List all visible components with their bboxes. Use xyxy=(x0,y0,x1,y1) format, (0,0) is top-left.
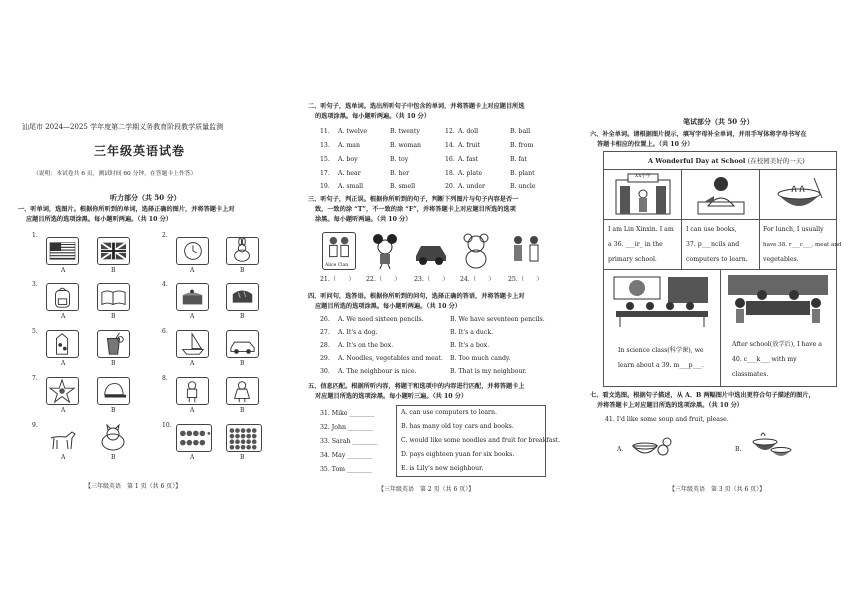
option-picture[interactable] xyxy=(176,424,212,452)
q3-heading-line2: 致，一致的涂 “T”，不一致的涂 “F”，并将答题卡上对应题目所选的选项 xyxy=(315,206,516,213)
q4-option-b[interactable]: B. It's a box. xyxy=(450,342,490,349)
option-b-label: B xyxy=(111,313,116,320)
option-picture[interactable] xyxy=(176,283,209,311)
q3-answer-24[interactable]: 24.（ ） xyxy=(460,276,495,283)
option-picture[interactable] xyxy=(97,237,130,265)
q7-heading-line1: 七、看文选图。根据句子描述，从 A、B 两幅图片中选出更符合句子描述的图片， xyxy=(590,392,815,399)
q10-number: 10. xyxy=(162,422,172,429)
q41-option-a-label: A. xyxy=(617,446,624,453)
q5-name[interactable]: 33. Sarah ________ xyxy=(320,438,378,445)
cell-1-line: primary school. xyxy=(608,256,657,263)
q2-option-a[interactable]: A. twelve xyxy=(338,128,367,135)
option-a-label: A xyxy=(61,267,66,274)
option-b-label: B xyxy=(111,267,116,274)
page-footer: 【三年级英语 第 3 页（共 6 页）】 xyxy=(669,486,766,493)
milk-icon xyxy=(47,331,78,357)
q2-option-b[interactable]: B. twenty xyxy=(390,128,420,135)
option-b-label: B xyxy=(240,407,245,414)
q9-number: 9. xyxy=(32,422,38,429)
option-b-label: B xyxy=(111,360,116,367)
cell-4-line: In science class(科学课), we xyxy=(618,347,704,354)
mickey-icon xyxy=(368,232,402,270)
star-icon xyxy=(47,378,78,404)
q3-picture-22 xyxy=(368,232,402,270)
q2-option-a[interactable]: A. fast xyxy=(458,156,479,163)
q1-heading-line1: 一、听单词，选图片。根据你所听到的单词，选择正确的图片，并将答题卡上对 xyxy=(18,206,235,213)
q2-number: 20. xyxy=(445,183,455,190)
option-picture[interactable] xyxy=(46,283,79,311)
q3-picture-21 xyxy=(322,232,356,270)
option-picture[interactable] xyxy=(46,424,79,452)
party-icon xyxy=(726,273,830,329)
rice-bowl-icon xyxy=(764,172,834,216)
q5-heading-line2: 对应题目所选的选项涂黑。每小题听三遍。（共 10 分） xyxy=(315,393,468,400)
q6-heading-line1: 六、补全单词。请根据图片提示，填写字母补全单词，并用手写体将字母书写在 xyxy=(590,131,807,138)
q2-option-b[interactable]: B. smell xyxy=(390,183,416,190)
twenty-circles-icon xyxy=(227,425,261,451)
option-b-label: B xyxy=(240,360,245,367)
option-a-label: A xyxy=(61,360,66,367)
cell-3-line: For lunch, I usually xyxy=(763,226,824,233)
q8-number: 8. xyxy=(162,375,168,382)
cell-2-line: I can use books, xyxy=(686,226,737,233)
soup-and-fruit-icon xyxy=(629,430,673,462)
q4-option-a[interactable]: A. It's a dog. xyxy=(338,329,378,336)
page-footer: 【三年级英语 第 1 页（共 6 页）】 xyxy=(85,483,182,490)
cell-4-line[interactable]: learn about a 39. m___p___. xyxy=(618,362,704,369)
q4-number: 27. xyxy=(320,329,330,336)
option-b-label: B xyxy=(240,454,245,461)
cell-2-line[interactable]: 37. p___ncils and xyxy=(686,241,740,248)
q2-option-a[interactable]: A. doll xyxy=(458,128,479,135)
q2-option-b[interactable]: B. toy xyxy=(390,156,409,163)
story-title-cn: (在校园美好的一天) xyxy=(747,157,805,165)
after-school-picture xyxy=(726,273,830,329)
option-picture[interactable] xyxy=(97,330,130,358)
book-icon xyxy=(98,284,129,310)
page-2 xyxy=(300,0,575,608)
option-picture[interactable] xyxy=(46,237,79,265)
option-b-label: B xyxy=(111,407,116,414)
boy-icon xyxy=(177,378,208,404)
option-a-label: A xyxy=(190,454,195,461)
q3-picture-25 xyxy=(508,232,546,270)
page-1 xyxy=(0,0,280,608)
option-a-label: A xyxy=(190,267,195,274)
q6-heading-line2: 答题卡相应的位置上。（共 10 分） xyxy=(597,141,694,148)
q3-answer-23[interactable]: 23.（ ） xyxy=(414,276,449,283)
q7-heading-line2: 并将答题卡上对应题目所选的选项涂黑。（共 10 分） xyxy=(597,402,743,409)
q3-caption: Alice Clan xyxy=(325,263,349,268)
cell-1-line[interactable]: a 36. ___ir_ in the xyxy=(608,241,663,248)
cell-3-line[interactable]: have 38. r___c___, meat and xyxy=(763,242,842,248)
q2-option-a[interactable]: A. boy xyxy=(338,156,358,163)
backpack-icon xyxy=(47,284,78,310)
option-picture[interactable] xyxy=(226,377,259,405)
option-picture[interactable] xyxy=(97,283,130,311)
listening-title: 听力部分（共 50 分） xyxy=(110,193,181,202)
cell-1-line: I am Lin Xinxin. I am xyxy=(608,226,674,233)
dog-icon xyxy=(46,424,79,452)
option-a-label: A xyxy=(61,407,66,414)
q5-option: E. is Lily's new neighbour. xyxy=(401,465,484,472)
q2-option-b[interactable]: B. fat xyxy=(510,156,527,163)
q2-number: 11. xyxy=(320,128,330,135)
q5-number: 5. xyxy=(32,328,38,335)
q2-option-b[interactable]: B. from xyxy=(510,142,534,149)
q5-name[interactable]: 31. Mike ________ xyxy=(320,410,375,417)
cell-5-line: After school(放学后), I have a xyxy=(732,341,822,348)
q41-option-b-label: B. xyxy=(735,446,742,453)
q4-number: 29. xyxy=(320,355,330,362)
q5-option: A. can use computers to learn. xyxy=(401,409,497,416)
q2-number: 18. xyxy=(445,170,455,177)
q3-picture-23 xyxy=(412,232,450,270)
option-a-label: A xyxy=(190,313,195,320)
q5-name[interactable]: 32. John ________ xyxy=(320,424,373,431)
q2-number: 2. xyxy=(162,232,168,239)
q2-number: 14. xyxy=(445,142,455,149)
q4-number: 28. xyxy=(320,342,330,349)
q4-number: 26. xyxy=(320,316,330,323)
ten-circles-icon xyxy=(177,425,211,451)
option-picture[interactable] xyxy=(176,330,209,358)
usa-flag-icon xyxy=(47,238,78,264)
q3-heading-line3: 涂黑。每小题听两遍。（共 10 分） xyxy=(315,216,412,223)
school-sign: XX小学 xyxy=(635,174,651,179)
option-picture[interactable] xyxy=(46,377,79,405)
q2-option-b[interactable]: B. uncle xyxy=(510,183,536,190)
q2-heading-line2: 的选项涂黑。每小题听两遍。（共 10 分） xyxy=(315,113,431,120)
q5-option: B. has many old toy cars and books. xyxy=(401,423,514,430)
exam-title: 三年级英语试卷 xyxy=(94,144,186,158)
option-picture[interactable] xyxy=(176,237,209,265)
q4-number: 4. xyxy=(162,281,168,288)
option-picture[interactable] xyxy=(176,377,209,405)
written-title: 笔试部分（共 50 分） xyxy=(683,117,754,126)
option-picture[interactable] xyxy=(226,424,262,452)
q3-answer-25[interactable]: 25.（ ） xyxy=(508,276,543,283)
cell-3-line: vegetables. xyxy=(763,256,799,263)
exam-note: （说明：本试卷共 6 页，测试时间 60 分钟，在答题卡上作答） xyxy=(33,171,197,177)
q3-answer-21[interactable]: 21.（ ） xyxy=(320,276,355,283)
option-picture[interactable] xyxy=(226,283,259,311)
option-picture[interactable] xyxy=(97,424,130,452)
cell-2-line: computers to learn. xyxy=(686,256,748,263)
q4-heading-line1: 四、听问句，选答语。根据你所听到的问句，选择正确的答语，并将答题卡上对 xyxy=(308,293,525,300)
option-picture[interactable] xyxy=(226,237,259,265)
cap-icon xyxy=(98,378,129,404)
juice-icon xyxy=(98,331,129,357)
q1-number: 1. xyxy=(32,232,38,239)
q5-heading-line1: 五、信息匹配。根据所听内容，将题干和选项中的内容进行匹配，并将答题卡上 xyxy=(308,383,525,390)
q2-number: 19. xyxy=(320,183,330,190)
story-title xyxy=(648,157,805,165)
q1-heading-line2: 应题目所选的选项涂黑。每小题听两遍。（共 10 分） xyxy=(26,216,172,223)
q41-option-a[interactable] xyxy=(629,430,673,462)
q4-option-a[interactable]: A. We need sixteen pencils. xyxy=(338,316,424,323)
option-a-label: A xyxy=(61,454,66,461)
page-footer: 【三年级英语 第 2 页（共 6 页）】 xyxy=(378,486,475,493)
people-icon xyxy=(508,232,546,270)
q5-option: C. would like some noodles and fruit for breakfast. xyxy=(401,437,561,444)
q2-heading-line1: 二、听句子，选单词。选出所听句子中包含的单词，并将答题卡上对应题目所选 xyxy=(308,103,525,110)
option-b-label: B xyxy=(111,454,116,461)
q5-name[interactable]: 35. Tom ________ xyxy=(320,466,372,473)
q3-picture-24 xyxy=(458,232,494,270)
q2-option-b[interactable]: B. plant xyxy=(510,170,535,177)
q4-option-b[interactable]: B. Too much candy. xyxy=(450,355,511,362)
school-picture xyxy=(608,172,678,216)
q2-option-a[interactable]: A. under xyxy=(458,183,485,190)
rabbit-icon xyxy=(227,238,258,264)
q5-options-box xyxy=(396,405,561,477)
option-picture[interactable] xyxy=(46,330,79,358)
girl-icon xyxy=(227,378,258,404)
q3-answer-22[interactable]: 22.（ ） xyxy=(366,276,401,283)
option-a-label: A xyxy=(190,360,195,367)
q41-question: 41. I'd like some soup and fruit, please. xyxy=(605,416,729,423)
option-b-label: B xyxy=(240,313,245,320)
car-icon xyxy=(227,331,258,357)
q4-option-a[interactable]: A. The neighbour is nice. xyxy=(338,368,417,375)
q2-option-b[interactable]: B. ball xyxy=(510,128,531,135)
q4-option-b[interactable]: B. That is my neighbour. xyxy=(450,368,527,375)
q2-option-b[interactable]: B. woman xyxy=(390,142,422,149)
q3-number: 3. xyxy=(32,281,38,288)
cat-icon xyxy=(97,424,130,452)
q7-number: 7. xyxy=(32,375,38,382)
q2-option-a[interactable]: A. small xyxy=(338,183,364,190)
q4-option-a[interactable]: A. It's on the box. xyxy=(338,342,394,349)
q2-option-b[interactable]: B. her xyxy=(390,170,410,177)
q4-number: 30. xyxy=(320,368,330,375)
bread-icon xyxy=(227,284,258,310)
page-3 xyxy=(585,0,860,608)
story-table xyxy=(603,151,842,387)
q41-option-b[interactable] xyxy=(747,428,793,462)
cell-5-line[interactable]: 40. c___k___ with my xyxy=(732,356,797,363)
science-picture xyxy=(610,273,714,329)
option-picture[interactable] xyxy=(97,377,130,405)
q3-heading-line1: 三、听句子，判正误。根据你所听到的句子，判断下列图片与句子内容是否一 xyxy=(308,196,519,203)
q5-option: D. pays eighteen yuan for six books. xyxy=(401,451,515,458)
q2-number: 16. xyxy=(445,156,455,163)
q2-number: 13. xyxy=(320,142,330,149)
q4-heading-line2: 应题目所选的选项涂黑。每小题听两遍。（共 10 分） xyxy=(315,303,461,310)
q6-number: 6. xyxy=(162,328,168,335)
lunch-picture xyxy=(764,172,834,216)
exam-header: 汕尾市 2024—2025 学年度第二学期义务教育阶段教学质量监测 xyxy=(22,123,224,131)
q2-option-a[interactable]: A. plate xyxy=(458,170,483,177)
q4-option-b[interactable]: B. We have seventeen pencils. xyxy=(450,316,545,323)
reading-picture xyxy=(686,172,756,216)
option-a-label: A xyxy=(190,407,195,414)
q2-number: 17. xyxy=(320,170,330,177)
option-b-label: B xyxy=(240,267,245,274)
q2-number: 12. xyxy=(445,128,455,135)
clock-icon xyxy=(177,238,208,264)
bowls-icon xyxy=(747,428,793,462)
q5-name[interactable]: 34. May ________ xyxy=(320,452,373,459)
cake-icon xyxy=(177,284,208,310)
q2-option-a[interactable]: A. fruit xyxy=(458,142,481,149)
toy-car-icon xyxy=(412,232,450,270)
option-picture[interactable] xyxy=(226,330,259,358)
girl-studying-icon xyxy=(686,172,756,216)
boat-icon xyxy=(177,331,208,357)
q4-option-b[interactable]: B. It's a duck. xyxy=(450,329,494,336)
uk-flag-icon xyxy=(98,238,129,264)
cell-5-line: classmates. xyxy=(732,371,769,378)
q4-option-a[interactable]: A. Noodles, vegetables and meat. xyxy=(338,355,443,362)
teddy-bear-icon xyxy=(458,232,494,270)
option-a-label: A xyxy=(61,313,66,320)
story-title-en: A Wonderful Day at School xyxy=(648,157,746,165)
q2-option-a[interactable]: A. hear xyxy=(338,170,361,177)
q2-number: 15. xyxy=(320,156,330,163)
classroom-icon xyxy=(610,273,714,329)
q2-option-a[interactable]: A. man xyxy=(338,142,360,149)
